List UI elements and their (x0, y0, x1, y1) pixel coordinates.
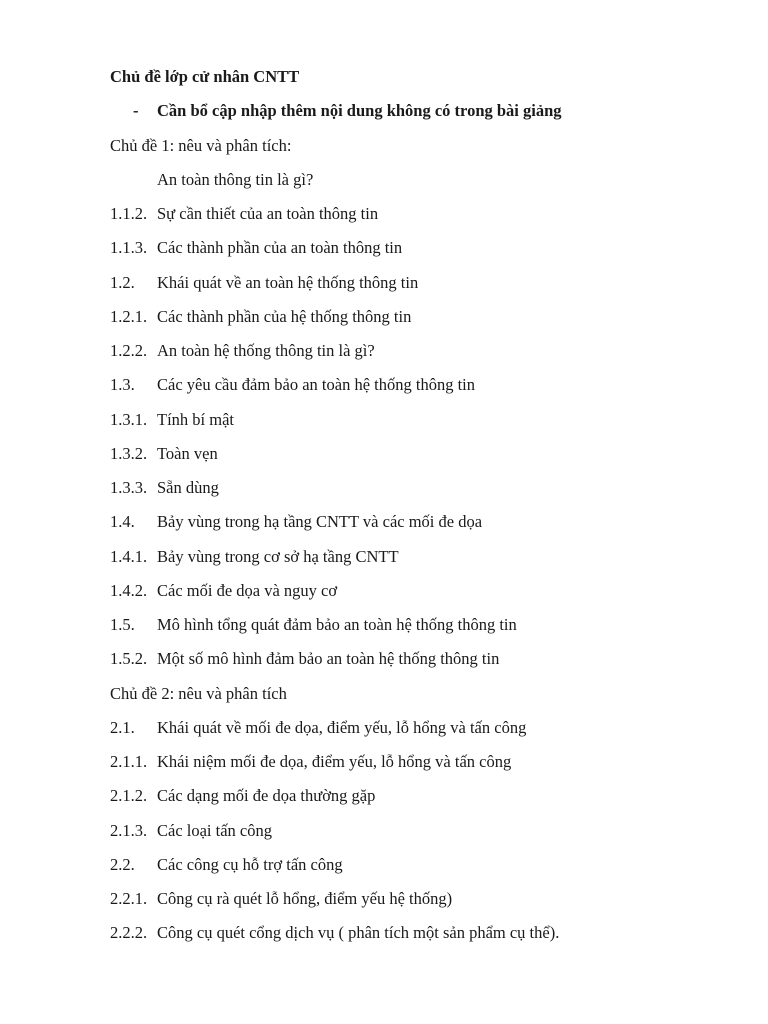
bullet-text: Cần bổ cập nhập thêm nội dung không có trong bài giảng (157, 101, 562, 121)
outline-line (110, 409, 730, 443)
section-number: 1.4.1. (110, 546, 148, 566)
outline-line (110, 477, 730, 511)
section-text: Các yêu cầu đảm bảo an toàn hệ thống thông tin (157, 375, 475, 395)
section-text: Khái niệm mối đe dọa, điểm yếu, lỗ hổng và tấn công (157, 752, 512, 771)
section-text: Các thành phần của an toàn thông tin (157, 238, 403, 258)
section-text: Khái quát về mối đe dọa, điểm yếu, lỗ hổng và tấn công (157, 717, 527, 737)
section-number: 1.4.2. (110, 580, 148, 600)
section-number: 2.2.2. (110, 923, 148, 943)
section-text: Các dạng mối đe dọa thường gặp (157, 786, 376, 806)
section-number: 1.5.2. (110, 649, 148, 669)
section-text: Các công cụ hỗ trợ tấn công (157, 854, 343, 874)
outline-line (110, 580, 730, 614)
outline-line (110, 237, 730, 271)
outline-line (110, 854, 730, 888)
outline-line (110, 922, 730, 956)
outline-line (110, 272, 730, 306)
bullet-item (110, 100, 730, 134)
outline-line (110, 546, 730, 580)
outline-line (110, 888, 730, 922)
section-text: Bảy vùng trong cơ sở hạ tầng CNTT (157, 546, 399, 566)
section-number: 1.2. (110, 272, 135, 292)
section-text: An toàn thông tin là gì? (157, 169, 314, 189)
outline-line (110, 717, 730, 751)
section-text: Các thành phần của hệ thống thông tin (157, 306, 412, 326)
section-number: 1.2.1. (110, 306, 148, 326)
section-text: Sẵn dùng (157, 478, 219, 497)
section-number: 1.2.2. (110, 341, 148, 360)
section-text: Các mối đe dọa và nguy cơ (157, 580, 338, 600)
section-text: Tính bí mật (157, 409, 234, 429)
section-number: 2.1.3. (110, 820, 148, 840)
outline-line (110, 648, 730, 682)
section-number: 2.2.1. (110, 889, 148, 908)
section-text: Một số mô hình đảm bảo an toàn hệ thống thông tin (157, 649, 500, 669)
section-text: Chủ đề 2: nêu và phân tích (110, 683, 287, 703)
outline-line (110, 785, 730, 819)
section-number: 1.1.3. (110, 238, 148, 258)
section-number: 2.1.2. (110, 786, 148, 806)
outline-line (110, 169, 730, 203)
outline-line (110, 614, 730, 648)
section-number: 1.5. (110, 615, 135, 634)
outline-line (110, 340, 730, 374)
section-text: Chủ đề 1: nêu và phân tích: (110, 135, 292, 155)
outline-line (110, 820, 730, 854)
outline-line (110, 203, 730, 237)
section-number: 2.1.1. (110, 752, 148, 771)
outline-line (110, 306, 730, 340)
section-text: Công cụ quét cổng dịch vụ ( phân tích một sản phẩm cụ thể). (157, 923, 560, 943)
section-text: Bảy vùng trong hạ tầng CNTT và các mối đe dọa (157, 512, 483, 532)
section-number: 1.4. (110, 512, 135, 532)
section-number: 1.3.1. (110, 409, 148, 429)
section-text: Công cụ rà quét lỗ hổng, điểm yếu hệ thống) (157, 889, 453, 908)
section-number: 1.3. (110, 375, 135, 395)
section-text: Mô hình tổng quát đảm bảo an toàn hệ thống thông tin (157, 615, 517, 634)
document-body (110, 66, 730, 957)
outline-line (110, 683, 730, 717)
section-text: An toàn hệ thống thông tin là gì? (157, 341, 375, 360)
section-text: Khái quát về an toàn hệ thống thông tin (157, 272, 419, 292)
outline-line (110, 751, 730, 785)
outline-line (110, 374, 730, 408)
outline-line (110, 135, 730, 169)
outline-line (110, 443, 730, 477)
section-text: Toàn vẹn (157, 443, 218, 463)
section-number: 2.1. (110, 717, 135, 737)
outline-line (110, 511, 730, 545)
section-number: 1.3.2. (110, 443, 148, 463)
bullet-mark: - (133, 101, 139, 121)
document-title: Chủ đề lớp cử nhân CNTT (110, 67, 300, 86)
section-number: 2.2. (110, 854, 135, 874)
section-number: 1.3.3. (110, 478, 148, 497)
section-number: 1.1.2. (110, 204, 148, 223)
section-text: Sự cần thiết của an toàn thông tin (157, 204, 379, 223)
section-text: Các loại tấn công (157, 820, 273, 840)
